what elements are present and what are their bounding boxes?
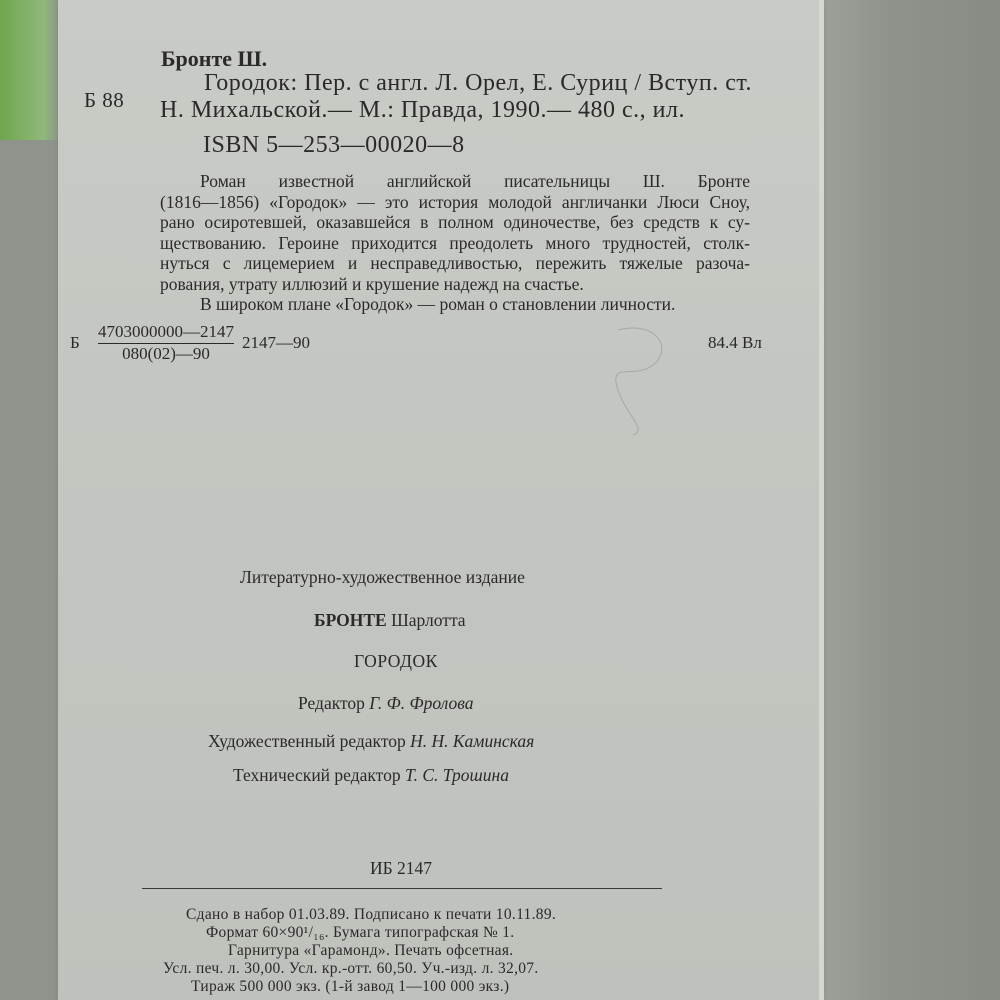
annotation-last-paragraph: В широком плане «Городок» — роман о становлении личности. [200,294,676,314]
printing-line: Усл. печ. л. 30,00. Усл. кр.-отт. 60,50. Уч.-изд. л. 32,07. [163,960,539,977]
printing-line: Гарнитура «Гарамонд». Печать офсетная. [228,942,514,959]
divider-rule [142,888,662,889]
editor-role: Технический редактор [233,765,401,785]
editor-line [298,693,473,714]
author-given-name: Шарлотта [391,610,466,630]
tech-editor-line [233,765,509,786]
annotation-line: (1816—1856) «Городок» — это история молодой англичанки Люси Сноу, [160,191,750,212]
editor-name: Н. Н. Каминская [410,731,535,751]
classification-letter: Б [70,333,80,352]
bib-line-2: Н. Михальской.— М.: Правда, 1990.— 480 с., ил. [160,97,685,123]
ib-number: ИБ 2147 [370,858,433,878]
classification-code: 2147—90 [242,333,310,352]
classification-fraction [98,322,234,364]
printing-line: Тираж 500 000 экз. (1-й завод 1—100 000 экз.) [191,978,510,995]
author-heading: Бронте Ш. [161,46,268,71]
author-surname: БРОНТЕ [314,610,387,630]
annotation-line: ществованию. Героине приходится преодолеть много трудностей, столк- [160,232,750,253]
editor-name: Т. С. Трошина [404,765,509,785]
annotation-line: нуться с лицемерием и несправедливостью, пережить тяжелые разоча- [160,253,750,273]
printing-line: Сдано в набор 01.03.89. Подписано к печати 10.11.89. [186,906,557,923]
udc-code: 84.4 Вл [708,333,762,352]
fraction-numerator: 4703000000—2147 [98,322,234,344]
author-full [314,610,466,631]
background-right [815,0,1000,1000]
edition-type: Литературно-художественное издание [240,567,525,587]
editor-role: Художественный редактор [208,731,406,751]
pencil-scribble [598,320,678,440]
art-editor-line [208,731,534,752]
shelf-code: Б 88 [84,88,125,112]
book-title: ГОРОДОК [354,651,438,671]
background-green-edge [0,0,62,140]
annotation-line: рования, утрату иллюзий и крушение надежд на счастье. [160,273,584,294]
annotation-line: рано осиротевшей, оказавшейся в полном одиночестве, без средств к су- [160,212,750,232]
fraction-denominator: 080(02)—90 [122,344,210,363]
annotation [160,171,750,315]
bib-line-1: Городок: Пер. с англ. Л. Орел, Е. Суриц / Вступ. ст. [204,70,753,96]
printing-line: Формат 60×90¹/₁₆. Бумага типографская № 1. [206,924,515,941]
isbn: ISBN 5—253—00020—8 [203,132,465,158]
editor-name: Г. Ф. Фролова [369,693,474,713]
book-page [58,0,820,1000]
editor-role: Редактор [298,693,365,713]
annotation-line: Роман известной английской писательницы Ш. Бронте [200,171,750,191]
